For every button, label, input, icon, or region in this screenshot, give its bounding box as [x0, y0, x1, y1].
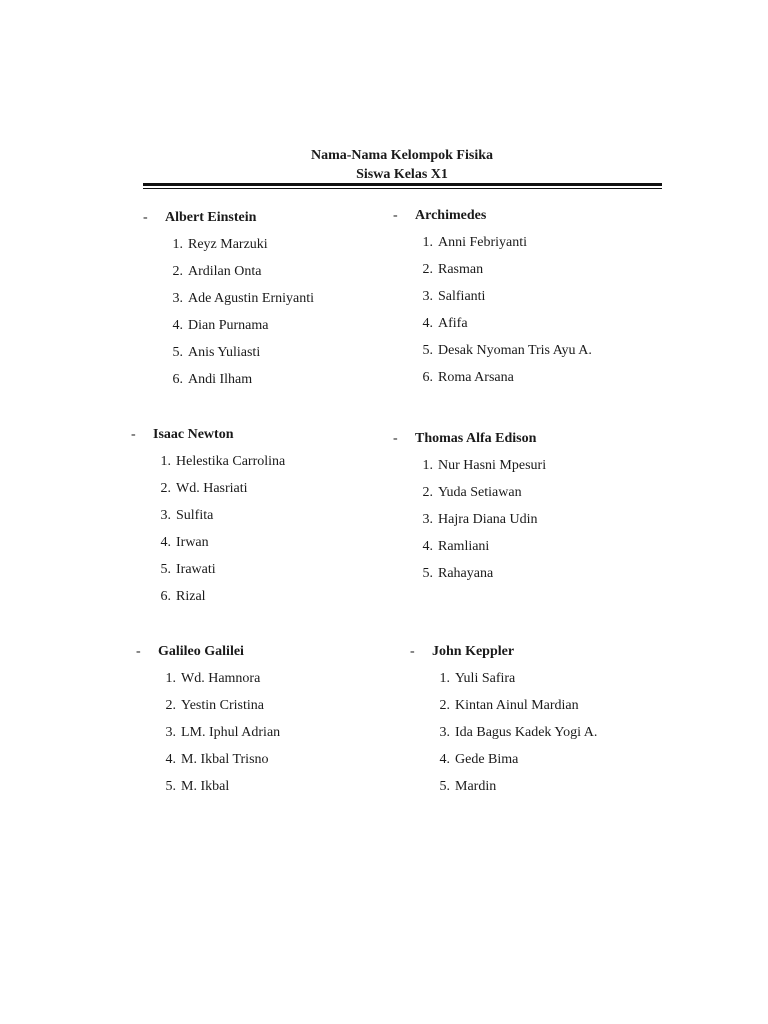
item-number: 2. — [439, 698, 450, 713]
member-name: Yuli Safira — [455, 671, 516, 686]
group-dash: - — [393, 208, 398, 223]
item-number: 4. — [172, 318, 183, 333]
item-number: 1. — [422, 235, 433, 250]
list-item — [143, 315, 383, 342]
item-number: 5. — [165, 779, 176, 794]
list-item — [410, 722, 670, 749]
item-number: 2. — [172, 264, 183, 279]
list-item — [131, 451, 371, 478]
list-item — [131, 478, 371, 505]
header-rule-thick — [143, 183, 662, 186]
list-item — [393, 232, 653, 259]
item-number: 4. — [165, 752, 176, 767]
member-list — [393, 232, 653, 394]
member-list — [136, 668, 376, 803]
item-number: 4. — [439, 752, 450, 767]
item-number: 2. — [165, 698, 176, 713]
list-item — [136, 776, 376, 803]
member-name: Salfianti — [438, 289, 486, 304]
member-name: Afifa — [438, 316, 468, 331]
item-number: 3. — [422, 289, 433, 304]
list-item — [131, 505, 371, 532]
list-item — [410, 749, 670, 776]
item-number: 4. — [422, 316, 433, 331]
item-number: 5. — [422, 566, 433, 581]
group-name: Albert Einstein — [165, 210, 257, 225]
header-rule-thin — [143, 188, 662, 189]
member-name: Kintan Ainul Mardian — [455, 698, 579, 713]
list-item — [393, 313, 653, 340]
member-list — [410, 668, 670, 803]
list-item — [393, 509, 653, 536]
item-number: 6. — [172, 372, 183, 387]
list-item — [393, 367, 653, 394]
member-name: Rizal — [176, 589, 206, 604]
group-name: John Keppler — [432, 644, 515, 659]
list-item — [136, 749, 376, 776]
member-name: Mardin — [455, 779, 497, 794]
item-number: 6. — [422, 370, 433, 385]
list-item — [393, 340, 653, 367]
list-item — [131, 559, 371, 586]
member-name: Anni Febriyanti — [438, 235, 528, 250]
member-name: LM. Iphul Adrian — [181, 725, 281, 740]
group-heading — [393, 205, 653, 227]
member-name: Dian Purnama — [188, 318, 269, 333]
member-list — [131, 451, 371, 613]
member-name: M. Ikbal Trisno — [181, 752, 269, 767]
item-number: 5. — [172, 345, 183, 360]
group-heading — [143, 207, 383, 229]
item-number: 5. — [160, 562, 171, 577]
group-isaac-newton — [131, 424, 371, 613]
item-number: 2. — [160, 481, 171, 496]
member-name: Desak Nyoman Tris Ayu A. — [438, 343, 592, 358]
group-dash: - — [136, 644, 141, 659]
member-name: Ade Agustin Erniyanti — [188, 291, 314, 306]
item-number: 4. — [422, 539, 433, 554]
member-name: Nur Hasni Mpesuri — [438, 458, 547, 473]
member-name: Rasman — [438, 262, 484, 277]
list-item — [393, 286, 653, 313]
list-item — [393, 455, 653, 482]
list-item — [393, 259, 653, 286]
member-name: Ramliani — [438, 539, 490, 554]
item-number: 3. — [439, 725, 450, 740]
list-item — [393, 482, 653, 509]
item-number: 6. — [160, 589, 171, 604]
group-name: Thomas Alfa Edison — [415, 431, 537, 446]
group-thomas-alfa-edison — [393, 428, 653, 590]
item-number: 2. — [422, 485, 433, 500]
list-item — [143, 369, 383, 396]
member-name: Ida Bagus Kadek Yogi A. — [455, 725, 598, 740]
group-albert-einstein — [143, 207, 383, 396]
item-number: 1. — [422, 458, 433, 473]
list-item — [393, 563, 653, 590]
list-item — [393, 536, 653, 563]
group-heading — [131, 424, 371, 446]
member-name: Helestika Carrolina — [176, 454, 286, 469]
member-name: Sulfita — [176, 508, 214, 523]
item-number: 4. — [160, 535, 171, 550]
group-name: Galileo Galilei — [158, 644, 244, 659]
item-number: 1. — [439, 671, 450, 686]
list-item — [136, 695, 376, 722]
group-heading — [393, 428, 653, 450]
member-list — [143, 234, 383, 396]
group-heading — [410, 641, 670, 663]
member-name: Ardilan Onta — [188, 264, 262, 279]
list-item — [131, 586, 371, 613]
list-item — [143, 234, 383, 261]
list-item — [410, 668, 670, 695]
group-dash: - — [143, 210, 148, 225]
list-item — [143, 288, 383, 315]
member-name: Yestin Cristina — [181, 698, 264, 713]
member-name: Reyz Marzuki — [188, 237, 268, 252]
group-name: Archimedes — [415, 208, 487, 223]
member-name: Anis Yuliasti — [188, 345, 261, 360]
list-item — [143, 342, 383, 369]
list-item — [410, 776, 670, 803]
list-item — [136, 668, 376, 695]
item-number: 3. — [165, 725, 176, 740]
group-dash: - — [131, 427, 136, 442]
item-number: 1. — [172, 237, 183, 252]
item-number: 3. — [422, 512, 433, 527]
member-name: Roma Arsana — [438, 370, 514, 385]
member-name: Hajra Diana Udin — [438, 512, 538, 527]
group-heading — [136, 641, 376, 663]
group-name: Isaac Newton — [153, 427, 234, 442]
member-name: Wd. Hasriati — [176, 481, 248, 496]
group-john-keppler — [410, 641, 670, 803]
list-item — [136, 722, 376, 749]
document-subtitle: Siswa Kelas X1 — [356, 167, 448, 182]
group-dash: - — [410, 644, 415, 659]
item-number: 3. — [160, 508, 171, 523]
member-name: Gede Bima — [455, 752, 519, 767]
member-name: Irwan — [176, 535, 209, 550]
member-name: Irawati — [176, 562, 216, 577]
group-galileo-galilei — [136, 641, 376, 803]
document-title: Nama-Nama Kelompok Fisika — [311, 148, 493, 163]
item-number: 1. — [165, 671, 176, 686]
item-number: 1. — [160, 454, 171, 469]
item-number: 5. — [439, 779, 450, 794]
item-number: 5. — [422, 343, 433, 358]
list-item — [131, 532, 371, 559]
item-number: 3. — [172, 291, 183, 306]
group-archimedes — [393, 205, 653, 394]
member-name: M. Ikbal — [181, 779, 230, 794]
member-name: Rahayana — [438, 566, 494, 581]
list-item — [410, 695, 670, 722]
item-number: 2. — [422, 262, 433, 277]
member-name: Yuda Setiawan — [438, 485, 522, 500]
member-list — [393, 455, 653, 590]
member-name: Andi Ilham — [188, 372, 253, 387]
member-name: Wd. Hamnora — [181, 671, 261, 686]
group-dash: - — [393, 431, 398, 446]
list-item — [143, 261, 383, 288]
